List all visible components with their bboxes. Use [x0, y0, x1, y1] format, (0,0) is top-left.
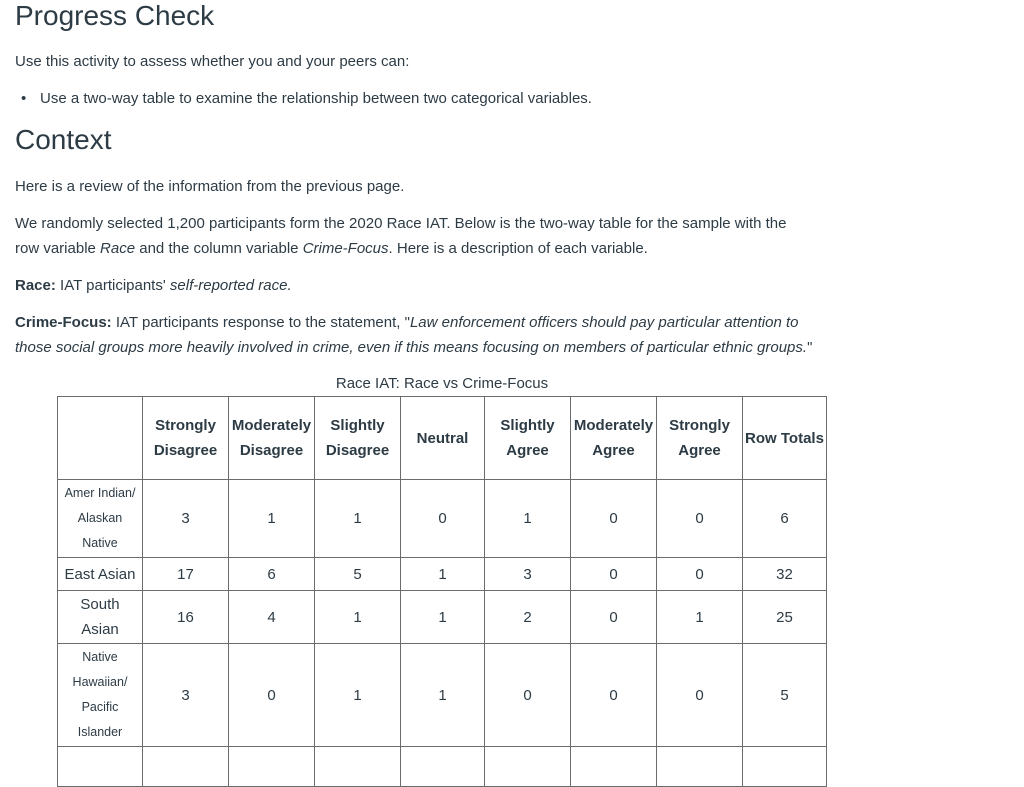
column-header [657, 397, 743, 480]
row-total-cell: 5 [743, 644, 827, 747]
table-cell: 0 [657, 480, 743, 558]
corner-cell [58, 397, 143, 480]
row-header-text: Pacific [81, 700, 119, 714]
column-header [571, 397, 657, 480]
table-cell: 16 [143, 591, 229, 644]
row-total-cell [743, 747, 827, 787]
table-cell [571, 747, 657, 787]
table-cell: 5 [315, 558, 401, 591]
row-header-text: Hawaiian/ [72, 675, 128, 689]
context-heading: Context [15, 124, 112, 155]
objective-item: • Use a two-way table to examine the relationship between two categorical variables. [40, 86, 592, 111]
header-text: Strongly [669, 417, 730, 434]
desc-race-var: Race [100, 240, 136, 257]
table-cell: 1 [401, 558, 485, 591]
crime-focus-definition-line-1 [15, 310, 799, 335]
cf-def-em: those social groups more heavily involved in crime, even if this means focusing on members of particular ethnic groups. [15, 339, 808, 356]
table-cell: 0 [571, 644, 657, 747]
row-header-text: Islander [77, 725, 123, 739]
table-cell [401, 747, 485, 787]
table-cell: 0 [229, 644, 315, 747]
row-header-text: East Asian [64, 565, 136, 583]
table-row [58, 644, 827, 747]
header-text: Moderately [573, 417, 654, 434]
row-header [58, 480, 143, 558]
page-title: Progress Check [15, 0, 215, 31]
table-cell: 1 [657, 591, 743, 644]
row-header-text: Asian [81, 621, 119, 638]
objectives-list [40, 86, 592, 111]
column-header [743, 397, 827, 480]
table-cell: 6 [229, 558, 315, 591]
table-cell: 0 [657, 644, 743, 747]
column-header [143, 397, 229, 480]
table-cell: 1 [485, 480, 571, 558]
column-header [229, 397, 315, 480]
table-cell: 0 [657, 558, 743, 591]
header-text: Row Totals [745, 429, 824, 447]
table-caption: Race IAT: Race vs Crime-Focus [335, 375, 549, 392]
header-text: Slightly [500, 417, 555, 434]
row-total-cell: 6 [743, 480, 827, 558]
header-text: Strongly [155, 417, 216, 434]
desc-crime-focus-var: Crime-Focus [302, 240, 389, 257]
header-text: Slightly [330, 417, 385, 434]
review-text: Here is a review of the information from the previous page. [15, 178, 405, 195]
column-header [315, 397, 401, 480]
race-def-text: IAT participants' [55, 277, 170, 294]
table-cell: 3 [143, 644, 229, 747]
column-header [485, 397, 571, 480]
row-total-cell: 25 [743, 591, 827, 644]
row-total-cell: 32 [743, 558, 827, 591]
table-cell [229, 747, 315, 787]
header-text: Moderately [231, 417, 312, 434]
header-text: Neutral [416, 429, 469, 447]
table-cell: 1 [401, 644, 485, 747]
race-definition [15, 273, 292, 298]
header-text: Agree [506, 442, 549, 459]
row-header [58, 558, 143, 591]
table-cell: 0 [571, 480, 657, 558]
desc-text: row variable [15, 240, 101, 257]
table-cell: 1 [315, 480, 401, 558]
row-header-text: Native [82, 650, 118, 664]
row-header-text: South [80, 596, 120, 613]
table-cell: 1 [315, 644, 401, 747]
intro-text: Use this activity to assess whether you and your peers can: [15, 53, 410, 70]
table-row-partial [58, 747, 827, 787]
header-text: Agree [678, 442, 721, 459]
table-cell: 1 [315, 591, 401, 644]
table-cell: 1 [401, 591, 485, 644]
table-cell: 0 [571, 558, 657, 591]
description-line-2 [15, 236, 648, 261]
row-header-text: Amer Indian/ [64, 486, 136, 500]
row-header [58, 644, 143, 747]
desc-text: and the column variable [135, 240, 303, 257]
table-cell [143, 747, 229, 787]
table-cell: 2 [485, 591, 571, 644]
race-def-em: self-reported race. [169, 277, 292, 294]
row-header-text: Alaskan [77, 511, 123, 525]
table-row [58, 480, 827, 558]
header-text: Disagree [239, 442, 304, 459]
crime-focus-definition-line-2 [15, 335, 812, 360]
table-cell [485, 747, 571, 787]
header-text: Agree [592, 442, 635, 459]
race-crime-focus-table [57, 396, 827, 787]
table-cell: 4 [229, 591, 315, 644]
cf-def-text: IAT participants response to the statement, " [111, 314, 410, 331]
table-cell: 0 [485, 644, 571, 747]
table-cell: 0 [401, 480, 485, 558]
row-header [58, 591, 143, 644]
crime-focus-label: Crime-Focus: [15, 314, 112, 331]
race-label: Race: [15, 277, 56, 294]
header-text: Disagree [153, 442, 218, 459]
table-cell [657, 747, 743, 787]
cf-def-em: Law enforcement officers should pay particular attention to [409, 314, 799, 331]
table-row [58, 591, 827, 644]
header-row [58, 397, 827, 480]
desc-text: . Here is a description of each variable. [388, 240, 648, 257]
description-line-1: We randomly selected 1,200 participants form the 2020 Race IAT. Below is the two-way table for the sample with the [15, 215, 787, 232]
table-cell: 3 [485, 558, 571, 591]
table-cell: 17 [143, 558, 229, 591]
table-cell: 0 [571, 591, 657, 644]
row-header [58, 747, 143, 787]
table-cell: 1 [229, 480, 315, 558]
column-header [401, 397, 485, 480]
row-header-text: Native [82, 536, 118, 550]
header-text: Disagree [325, 442, 390, 459]
table-cell: 3 [143, 480, 229, 558]
cf-def-close: " [807, 339, 813, 356]
table-cell [315, 747, 401, 787]
table-row [58, 558, 827, 591]
